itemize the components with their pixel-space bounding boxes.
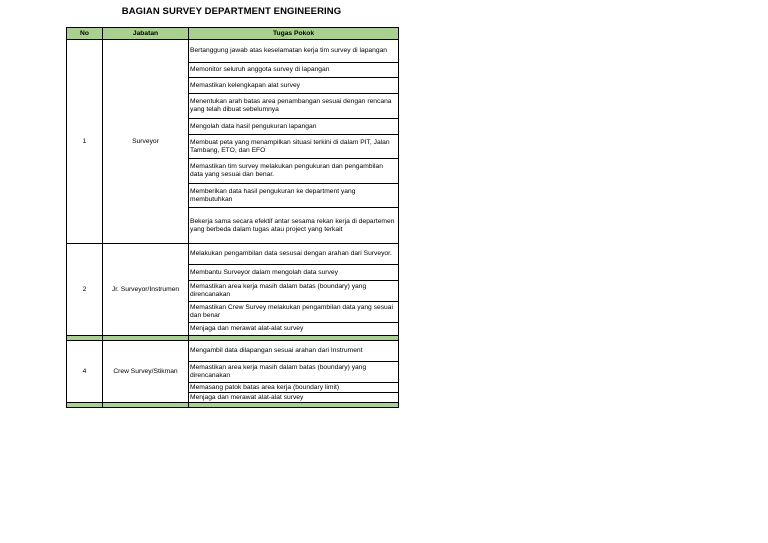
- row-jabatan: Crew Survey/Stikman: [103, 341, 189, 403]
- row-number: 2: [67, 244, 103, 336]
- task-cell: Mengambil data dilapangan sesuai arahan dari Instrument: [189, 341, 399, 362]
- header-no: No: [67, 28, 103, 40]
- row-number: 4: [67, 341, 103, 403]
- task-cell: Bekerja sama secara efektif antar sesama rekan kerja di departemen yang berbeda dalam tugas atau project yang terkait: [189, 208, 399, 244]
- header-jabatan: Jabatan: [103, 28, 189, 40]
- task-cell: Melakukan pengambilan data sesusai dengan arahan dari Surveyor.: [189, 244, 399, 265]
- task-cell: Memasang patok batas area kerja (boundary limit): [189, 383, 399, 393]
- document-title: BAGIAN SURVEY DEPARTMENT ENGINEERING: [121, 6, 342, 17]
- row-jabatan: Jr. Surveyor/Instrumen: [103, 244, 189, 336]
- separator-row: [67, 403, 399, 408]
- row-number: 1: [67, 40, 103, 244]
- task-cell: Menjaga dan merawat alat-alat survey: [189, 323, 399, 336]
- task-cell: Memastikan area kerja masih dalam batas (boundary) yang direncanakan: [189, 281, 399, 302]
- task-cell: Memastikan area kerja masih dalam batas (boundary) yang direncanakan: [189, 362, 399, 383]
- task-cell: Menentukan arah batas area penambangan sesuai dengan rencana yang telah dibuat sebelumnya: [189, 94, 399, 119]
- table-row: [67, 40, 399, 63]
- header-tugas-pokok: Tugas Pokok: [189, 28, 399, 40]
- task-cell: Memonitor seluruh anggota survey di lapangan: [189, 63, 399, 78]
- row-jabatan: Surveyor: [103, 40, 189, 244]
- task-cell: Memastikan Crew Survey melakukan pengambilan data yang sesuai dan benar: [189, 302, 399, 323]
- task-cell: Bertanggung jawab atas keselamatan kerja tim survey di lapangan: [189, 40, 399, 63]
- task-cell: Memastikan kelengkapan alat survey: [189, 78, 399, 94]
- task-cell: Mengolah data hasil pengukuran lapangan: [189, 119, 399, 135]
- task-cell: Memastikan tim survey melakukan pengukuran dan pengambilan data yang sesuai dan benar.: [189, 159, 399, 184]
- task-cell: Menjaga dan merawat alat-alat survey: [189, 393, 399, 403]
- task-cell: Membantu Surveyor dalam mengolah data survey: [189, 265, 399, 281]
- job-description-table: [66, 27, 399, 408]
- task-cell: Memberikan data hasil pengukuran ke department yang membutuhkan: [189, 184, 399, 208]
- table-row: [67, 244, 399, 265]
- table-header-row: [67, 28, 399, 40]
- task-cell: Membuat peta yang menampilkan situasi terkini di dalam PIT, Jalan Tambang, ETO, dan EFO: [189, 135, 399, 159]
- table-row: [67, 341, 399, 362]
